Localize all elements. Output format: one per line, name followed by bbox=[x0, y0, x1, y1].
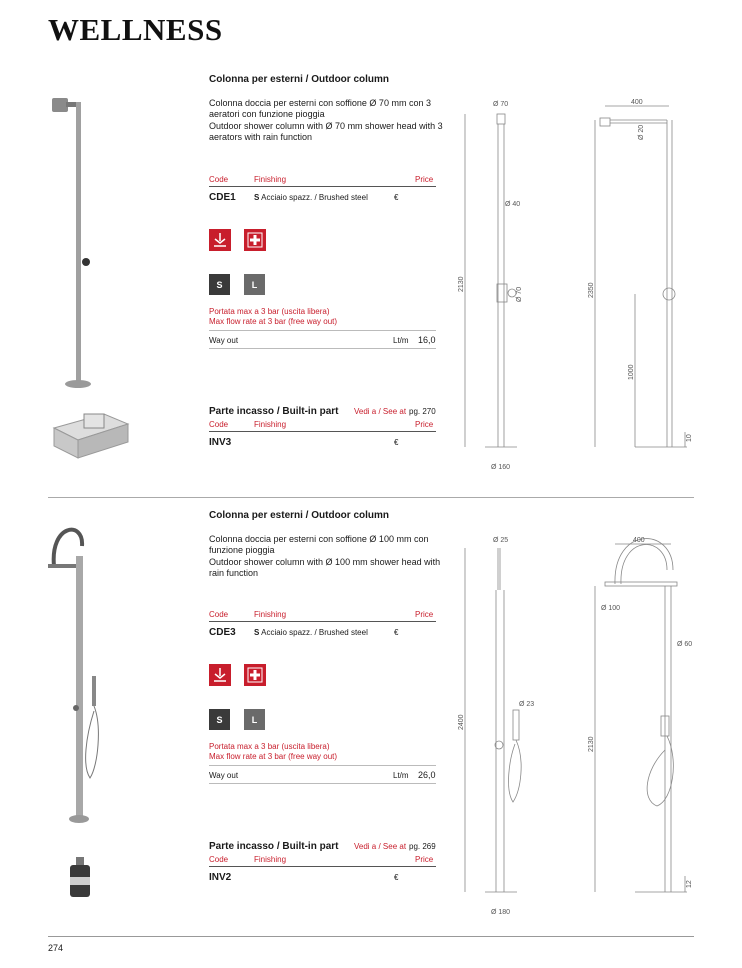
page-number: 274 bbox=[48, 943, 64, 953]
dim-pipe: Ø 60 bbox=[677, 641, 693, 648]
product-title: Colonna per esterni / Outdoor column bbox=[209, 510, 390, 521]
col-code: Code bbox=[209, 855, 229, 864]
builtin-title: Parte incasso / Built-in part bbox=[209, 406, 339, 417]
footer-divider bbox=[48, 936, 694, 937]
see-at: Vedi a / See at bbox=[354, 407, 407, 416]
col-price: Price bbox=[415, 420, 434, 429]
divider bbox=[209, 866, 436, 867]
dim-base: Ø 180 bbox=[491, 909, 511, 916]
builtin-image-inv2 bbox=[60, 855, 100, 901]
builtin-code: INV3 bbox=[209, 437, 232, 448]
page-ref: pg. 269 bbox=[409, 842, 436, 851]
dim-hand: Ø 23 bbox=[519, 701, 535, 708]
description-it: Colonna doccia per esterni con soffione Ø 100 mm con funzione pioggia bbox=[209, 534, 429, 555]
col-finishing: Finishing bbox=[254, 855, 287, 864]
rain-shower-icon bbox=[209, 229, 231, 251]
col-price: Price bbox=[415, 175, 434, 184]
page-ref: pg. 270 bbox=[409, 407, 436, 416]
builtin-currency: € bbox=[394, 873, 399, 882]
col-finishing: Finishing bbox=[254, 610, 287, 619]
dim-tap: 1000 bbox=[628, 364, 635, 380]
finish-name: Acciaio spazz. / Brushed steel bbox=[261, 628, 368, 637]
finish-name: Acciaio spazz. / Brushed steel bbox=[261, 193, 368, 202]
flow-en: Max flow rate at 3 bar (free way out) bbox=[209, 317, 338, 326]
builtin-image-inv3 bbox=[52, 406, 132, 464]
swiss-cross-icon bbox=[244, 664, 266, 686]
dim-width: 400 bbox=[633, 537, 645, 544]
flow-en: Max flow rate at 3 bar (free way out) bbox=[209, 752, 338, 761]
dim-foot: 10 bbox=[686, 434, 693, 442]
dim-top: Ø 25 bbox=[493, 537, 509, 544]
divider bbox=[209, 431, 436, 432]
way-out-label: Way out bbox=[209, 771, 239, 780]
dim-head: Ø 20 bbox=[638, 124, 645, 140]
description-it: Colonna doccia per esterni con soffione Ø 70 mm con 3 aeratori con funzione pioggia bbox=[209, 98, 431, 119]
finish-s-swatch: S bbox=[209, 709, 230, 730]
product-image-cde3 bbox=[40, 526, 140, 826]
col-code: Code bbox=[209, 420, 229, 429]
dim-mixer: Ø 70 bbox=[516, 286, 523, 302]
col-code: Code bbox=[209, 175, 229, 184]
section-divider bbox=[48, 497, 694, 498]
divider bbox=[209, 330, 436, 331]
flow-it: Portata max a 3 bar (uscita libera) bbox=[209, 307, 330, 316]
flow-unit: Lt/m bbox=[393, 336, 409, 345]
page-title: WELLNESS bbox=[48, 12, 223, 47]
product-code: CDE3 bbox=[209, 627, 236, 638]
col-price: Price bbox=[415, 855, 434, 864]
see-at: Vedi a / See at bbox=[354, 842, 407, 851]
product-image-cde1 bbox=[40, 92, 140, 392]
dim-foot: 12 bbox=[686, 880, 693, 888]
price-currency: € bbox=[394, 193, 399, 202]
col-finishing: Finishing bbox=[254, 175, 287, 184]
dim-mid: Ø 40 bbox=[505, 201, 521, 208]
col-code: Code bbox=[209, 610, 229, 619]
finish-l-swatch: L bbox=[244, 274, 265, 295]
dim-height2: 2350 bbox=[588, 282, 595, 298]
col-price: Price bbox=[415, 610, 434, 619]
builtin-currency: € bbox=[394, 438, 399, 447]
dim-base: Ø 160 bbox=[491, 464, 511, 471]
finish-letter: S bbox=[254, 628, 260, 637]
flow-value: 26,0 bbox=[418, 770, 436, 780]
builtin-title: Parte incasso / Built-in part bbox=[209, 841, 339, 852]
builtin-code: INV2 bbox=[209, 872, 232, 883]
dim-height2: 2130 bbox=[588, 736, 595, 752]
price-currency: € bbox=[394, 628, 399, 637]
product-code: CDE1 bbox=[209, 192, 236, 203]
dim-height: 2130 bbox=[458, 276, 465, 292]
col-finishing: Finishing bbox=[254, 420, 287, 429]
flow-unit: Lt/m bbox=[393, 771, 409, 780]
technical-drawing-cde3 bbox=[455, 530, 705, 920]
finish-letter: S bbox=[254, 193, 260, 202]
dim-top: Ø 70 bbox=[493, 101, 509, 108]
rain-shower-icon bbox=[209, 664, 231, 686]
description-en: Outdoor shower column with Ø 70 mm shower head with 3 aerators with rain function bbox=[209, 121, 443, 142]
divider bbox=[209, 186, 436, 187]
product-title: Colonna per esterni / Outdoor column bbox=[209, 74, 390, 85]
divider bbox=[209, 765, 436, 766]
technical-drawing-cde1 bbox=[455, 92, 705, 477]
divider bbox=[209, 783, 436, 784]
description-en: Outdoor shower column with Ø 100 mm shower head with rain function bbox=[209, 557, 441, 578]
dim-height: 2400 bbox=[458, 714, 465, 730]
divider bbox=[209, 348, 436, 349]
dim-width: 400 bbox=[631, 99, 643, 106]
finish-l-swatch: L bbox=[244, 709, 265, 730]
flow-it: Portata max a 3 bar (uscita libera) bbox=[209, 742, 330, 751]
divider bbox=[209, 621, 436, 622]
dim-head: Ø 100 bbox=[601, 605, 621, 612]
flow-value: 16,0 bbox=[418, 335, 436, 345]
finish-s-swatch: S bbox=[209, 274, 230, 295]
swiss-cross-icon bbox=[244, 229, 266, 251]
way-out-label: Way out bbox=[209, 336, 239, 345]
